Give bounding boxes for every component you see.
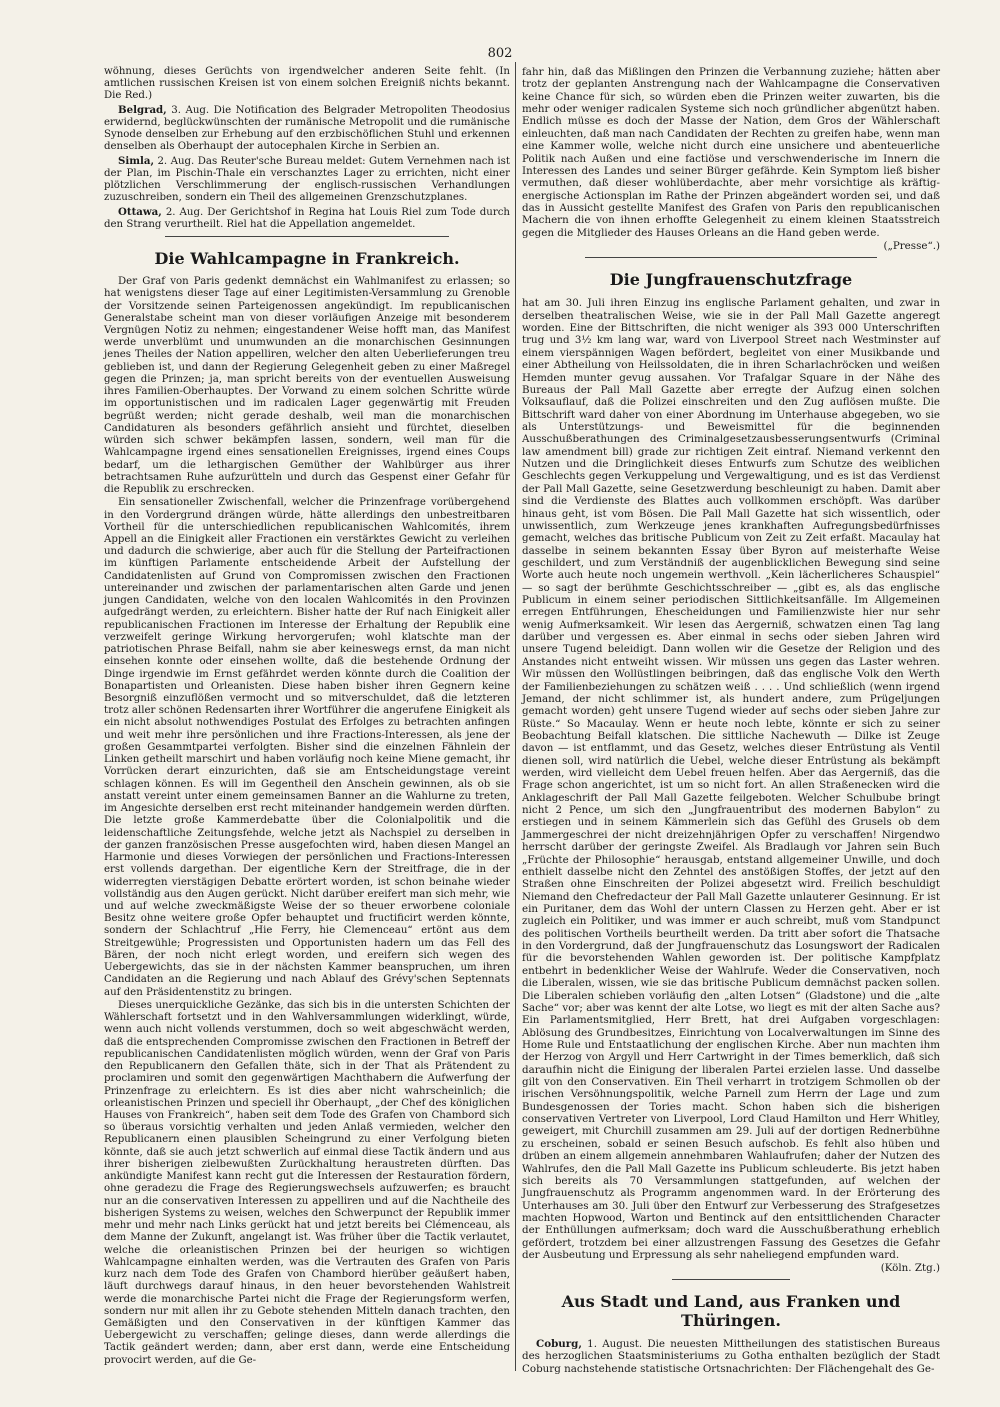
- left-column: [104, 66, 510, 1368]
- dispatch-simla: [104, 155, 510, 205]
- dispatch-ottawa-text: 2. Aug. Der Gerichtshof in Regina hat Louis Riel zum Tode durch den Strang verurtheilt. Riel hat die Appellation angemeldet.: [104, 206, 510, 230]
- dateline-coburg: Coburg,: [536, 1337, 582, 1350]
- paragraph: Der Graf von Paris gedenkt demnächst ein Wahlmanifest zu erlassen; so hat wenigstens dieser Tage auf einer Legitimisten-Versammlung zu Grenoble der Vorsitzende seinen Parteigenossen angekündigt. Im republicanischen Generalstabe scheint man von dieser vorläufigen Anzeige mit besonderem Vergnügen Notiz zu nehmen; eingestandener Weise hofft man, das Manifest werde unverblümt und unumwunden an die monarchischen Gesinnungen jenes Theiles der Nation appelliren, welcher den alten Ueberlieferungen treu geblieben ist, und dann der Regierung Gelegenheit geben zu einer Maßregel gegen die Prinzen; ja, man spricht bereits von der eventuellen Ausweisung ihres Familien-Oberhauptes. Der Vorwand zu einem solchen Schritte würde im opportunistischen und im radicalen Lager gegenwärtig mit Freuden begrüßt werden; nicht gerade deshalb, weil man die monarchischen Candidaturen als besonders gefährlich ansieht und fürchtet, dieselben würden sich schwer bekämpfen lassen, sondern, weil man für die Wahlcampagne irgend eines sensationellen Ereignisses, irgend eines Coups bedarf, um die lethargischen Gemüther der Wahlbürger aus ihrer betrachtsamen Ruhe aufzurütteln und durch das Gespenst einer Gefahr für die Republik zu erschrecken.: [104, 276, 510, 496]
- paragraph: Dieses unerquickliche Gezänke, das sich bis in die untersten Schichten der Wählerschaft fortsetzt und in den Wahlversammlungen widerklingt, würde, wenn auch nicht vollends verstummen, doch so weit abgeschwächt werden, daß die entsprechenden Compromisse zwischen den Fractionen in Betreff der republicanischen Candidatenlisten möglich würden, wenn der Graf von Paris den Republicanern den Gefallen thäte, sich in der That als Prätendent zu proclamiren und somit den gegenwärtigen Machthabern die Aufwerfung der Prinzenfrage zu erleichtern. Es ist dies aber nicht wahrscheinlich; die orleanistischen Prinzen und speciell ihr Oberhaupt, „der Chef des königlichen Hauses von Frankreich“, haben seit dem Tode des Grafen von Chambord sich so überaus vorsichtig verhalten und jeden Anlaß vermieden, welcher den Republicanern einen plausiblen Scheingrund zu einer Verfolgung bieten könnte, daß sie auch jetzt schwerlich auf einmal diese Tactik ändern und aus ihrer bisherigen zielbewußten Zurückhaltung heraustreten dürften. Das ankündigte Manifest kann recht gut die Interessen der Restauration fördern, ohne geradezu die Frage des Regierungswechsels aufzuwerfen; es braucht nur an die conservativen Interessen zu appelliren und auf die Nachtheile des bisherigen Systems zu weisen, welches den Schwerpunct der Republik immer mehr und mehr nach Links gerückt hat und jetzt bereits bei Clémenceau, als dem Manne der Zukunft, angelangt ist. Was früher über die Tactik verlautet, welche die orleanistischen Prinzen bei der heurigen so wichtigen Wahlcampagne einhalten werden, was die Vertrauten des Grafen von Paris kurz nach dem Tode des Grafen von Chambord hierüber geäußert haben, läuft durchwegs darauf hinaus, in den heuer bevorstehenden Wahlstreit werde die monarchische Partei nicht die Frage der Regierungsform werfen, sondern nur mit allen ihr zu Gebote stehenden Mitteln danach trachten, den Gemäßigten und den Conservativen in der künftigen Kammer das Uebergewicht zu verschaffen; gelinge dieses, dann werde allerdings die Tactik geändert werden; dann, aber erst dann, werde eine Entscheidung provocirt werden, auf die Ge-: [104, 999, 510, 1366]
- separator-rule: [165, 236, 449, 237]
- source-credit: („Presse“.): [883, 240, 940, 253]
- headline-stadt-und-land: Aus Stadt und Land, aus Franken und Thüringen.: [561, 1291, 901, 1330]
- dateline-belgrad: Belgrad,: [118, 103, 167, 116]
- dispatch-simla-text: 2. Aug. Das Reuter'sche Bureau meldet: Gutem Vernehmen nach ist der Plan, im Pischin-Thale ein verschanztes Lager zu errichten, nicht einer plötzlichen Verschlimmerung der englisch-russischen Verhandlungen zuzuschreiben, sondern ein Theil des allgemeinen Grenzschutzplanes.: [104, 155, 510, 204]
- dispatch-coburg-text: 1. August. Die neuesten Mittheilungen des statistischen Bureaus des herzoglichen Staatsministeriums zu Gotha enthalten bezüglich der Stadt Coburg nachstehende statistische Ortsnachrichten: Der Flächengehalt des Ge-: [522, 1337, 940, 1375]
- column-rule: [515, 62, 516, 1371]
- headline-jungfrauenschutz: Die Jungfrauenschutzfrage: [609, 270, 853, 290]
- page-number: 802: [487, 46, 513, 61]
- dateline-simla: Simla,: [118, 154, 155, 167]
- dispatch-belgrad-text: 3. Aug. Die Notification des Belgrader Metropoliten Theodosius erwidernd, beglückwünschten der rumänische Metropolit und die rumänische Synode denselben zur Erhebung auf den erzbischöflichen Stuhl und erkennen denselben als Oberhaupt der autocephalen Kirche in Serbien an.: [104, 104, 510, 153]
- paragraph: Ein sensationeller Zwischenfall, welcher die Prinzenfrage vorübergehend in den Vordergrund drängen würde, hätte allerdings den unbestreitbaren Vortheil für die unterschiedlichen republicanischen Wahlcomités, ihrem Appell an die Einigkeit aller Fractionen ein verstärktes Gewicht zu verleihen und dadurch die schwierige, aber auch für die Stellung der Parteifractionen im künftigen Parlamente entscheidende Arbeit der Aufstellung der Candidatenlisten auf Grund von Compromissen zwischen den Fractionen untereinander und zwischen der parlamentarischen alten Garde und jenen jungen Candidaten, welche von den localen Wahlcomités in den Provinzen aufgedrängt werden, zu erleichtern. Bisher hatte der Ruf nach Einigkeit aller republicanischen Fractionen im Interesse der Erhaltung der Republik eine verzweifelt geringe Wirkung hervorgerufen; wohl klatschte man der patriotischen Phrase Beifall, nahm sie aber keineswegs ernst, da man nicht einsehen konnte oder einsehen wollte, daß die bestehende Ordnung der Dinge irgendwie im Ernst gefährdet werden könnte durch die Coalition der Bonapartisten und Orleanisten. Diese haben bisher ihren Gegnern keine Besorgniß einzuflößen vermocht und so mitverschuldet, daß die letzteren trotz aller schönen Redensarten ihrer Wortführer die angerufene Einigkeit als ein nicht absolut nothwendiges Postulat des Erfolges zu betrachten anfingen und weit mehr ihre persönlichen und ihre Fractions-Interessen, als jene der großen Gesammtpartei verfolgten. Bisher sind die einzelnen Fähnlein der Linken getheilt marschirt und haben vorläufig noch keine Miene gemacht, ihr Vorrücken derart einzurichten, daß sie am Entscheidungstage vereint schlagen können. Es will im Gegentheil den Anschein gewinnen, als ob sie anstatt vereint unter einem gemeinsamen Banner an die Wahlurne zu treten, im Angesichte derselben erst recht miteinander handgemein werden dürften. Die letzte große Kammerdebatte über die Colonialpolitik und die leidenschaftliche Zeitungsfehde, welche jetzt als Nachspiel zu derselben in der ganzen französischen Presse ausgefochten wird, haben diesen Mangel an Harmonie und dieses Vorwiegen der persönlichen und Fractions-Interessen erst vollends dargethan. Der eigentliche Kern der Streitfrage, die in der widerregten vierstägigen Debatte erörtert worden, ist schon beinahe wieder vollständig aus den Augen gerückt. Nicht darüber ereifert man sich mehr, wie und auf welche zweckmäßigste Weise der so theuer erworbene coloniale Besitz ohne weitere große Opfer behauptet und fructificirt werden könnte, sondern der Schlachtruf „Hie Ferry, hie Clemenceau“ ertönt aus dem Streitgewühle; Progressisten und Opportunisten hadern um das Fell des Bären, der noch nicht erlegt worden, und ereifern sich wegen des Uebergewichts, das sie in der nächsten Kammer beanspruchen, um ihren Candidaten an die Regierung und nach Ablauf des Grévy'schen Septennats auf den Präsidentenstitz zu bringen.: [104, 497, 510, 998]
- dispatch-belgrad: [104, 104, 510, 154]
- separator-rule: [672, 1279, 789, 1280]
- article-continuation: wöhnung, dieses Gerüchts von irgendwelcher anderen Seite fehlt. (In amtlichen russischen Kreisen ist von einem solchen Ereigniß nichts bekannt. Die Red.): [104, 66, 510, 102]
- source-credit: (Köln. Ztg.): [880, 1262, 940, 1275]
- paragraph: fahr hin, daß das Mißlingen den Prinzen die Verbannung zuziehe; hätten aber trotz der geplanten Anstrengung nach der Wahlcampagne die Conservativen keine Chance für sich, so würden eben die Prinzen weiter zuwarten, bis die mehr oder weniger radicalen Systeme sich noch gründlicher abgenützt haben. Endlich müsse es doch der Masse der Nation, dem Gros der Wählerschaft einleuchten, daß man nach Candidaten der Rechten zu greifen habe, wenn man eine Kammer wolle, welche nicht durch eine unsichere und abenteuerliche Politik nach Außen und eine factiöse und verschwenderische im Innern die Interessen des Landes und seiner Bürger gefährde. Kein Symptom ließ bisher vermuthen, daß dieser wohlüberdachte, aber mehr vorsichtige als kräftig-energische Actionsplan im Rathe der Prinzen abgeändert worden sei, und daß das in Aussicht gestellte Manifest des Grafen von Paris den republicanischen Machern die von ihnen erhoffte Gelegenheit zu einem kleinen Staatsstreich gegen die Mitglieder des Hauses Orleans an die Hand geben werde.: [522, 66, 940, 239]
- headline-wahlcampagne: Die Wahlcampagne in Frankreich.: [154, 249, 460, 269]
- right-column: [522, 66, 940, 1376]
- dispatch-coburg: [522, 1338, 940, 1375]
- paragraph: hat am 30. Juli ihren Einzug ins englische Parlament gehalten, und zwar in derselben theatralischen Weise, wie sie in der Pall Mall Gazette angeregt worden. Eine der Bittschriften, die nicht weniger als 393 000 Unterschriften trug und 3½ km lang war, ward von Liverpool Street nach Westminster auf einem vierspännigen Wagen befördert, begleitet von einer Musikbande und einer Abtheilung von Heilssoldaten, die in ihren Scharlachröcken und weißen Hemden munter gevug aussahen. Vor Trafalgar Square in der Nähe des Bureaus der Pall Mall Gazette aber erregte der Aufzug einen solchen Volksauflauf, daß die Polizei einschreiten und den Zug auflösen mußte. Die Bittschrift ward daher von einer Abordnung im Unterhause abgegeben, wo sie als Unterstützungs- und Beweismittel für die beginnenden Ausschußberathungen des Criminalgesetzausbesserungsentwurfs (Criminal law amendment bill) grade zur richtigen Zeit eintraf. Niemand verkennt den Nutzen und die Dringlichkeit dieses Entwurfs zum Schutze des weiblichen Geschlechts gegen Verkuppelung und Vergewaltigung, und es ist das Verdienst der Pall Mall Gazette, seine Gesetzwerdung beschleunigt zu haben. Damit aber sind die Verdienste des Blattes auch vollkommen erschöpft. Was darüber hinaus geht, ist vom Bösen. Die Pall Mall Gazette hat sich wissentlich, oder unwissentlich, zum Werkzeuge jenes krankhaften Aufregungsbedürfnisses gemacht, welches das britische Publicum von Zeit zu Zeit erfaßt. Macaulay hat dasselbe in seinem bekannten Essay über Byron auf meisterhafte Weise geschildert, und zum Verständniß der augenblicklichen Bewegung sind seine Worte auch heute noch ungemein werthvoll. „Kein lächerlicheres Schauspiel“ — so sagt der berühmte Geschichtsschreiber — „gibt es, als das englische Publicum in einem seiner periodischen Sittlichkeitsanfälle. Im Allgemeinen erregen Entführungen, Ehescheidungen und Familienzwiste hier nur sehr wenig Aufmerksamkeit. Wir lesen das Aergerniß, schwatzen einen Tag lang darüber und vergessen es. Aber einmal in sechs oder sieben Jahren wird unsere Tugend beleidigt. Dann wollen wir die Gesetze der Religion und des Anstandes nicht entweiht wissen. Wir müssen uns gegen das Laster wehren. Wir müssen den Wollüstlingen beibringen, daß das englische Volk den Werth der Familienbeziehungen zu schätzen weiß . . . . Und schließlich (wenn irgend Jemand, der nicht schlimmer ist, als hundert andere, zum Prügeljungen gemacht worden) geht unsere Tugend wieder auf sechs oder sieben Jahre zur Rüste.“ So Macaulay. Wenn er heute noch lebte, könnte er sich zu seiner Beobachtung Beifall klatschen. Die sittliche Nachewuth — Dilke ist Zeuge davon — ist entflammt, und das Gesetz, welches dieser Entrüstung als Ventil dienen soll, wird natürlich die Uebel, welche dieser Entrüstung als bekämpft werden, wird vielleicht dem Uebel freuen helfen. Aber das Aergerniß, das die Frage schon angerichtet, ist um so nicht fort. An allen Straßenecken wird die Anklageschrift der Pall Mall Gazette feilgeboten. Welcher Schulbube bringt nicht 2 Pence, um sich den „Jungfrauentribut des modernen Babylon“ zu erstiegen und in seinem Kämmerlein sich das Gefühl des Grusels ob dem Jammergeschrei der nicht dreizehnjährigen Opfer zu verschaffen! Nirgendwo herrscht darüber der geringste Zweifel. Als Bradlaugh vor Jahren sein Buch „Früchte der Philosophie“ herausgab, entstand allgemeiner Unwille, und doch enthielt dasselbe nicht den Zehntel des anstößigen Stoffes, der jetzt auf den Straßen ohne Einschreiten der Polizei abgesetzt wird. Freilich beschuldigt Niemand den Chefredacteur der Pall Mall Gazette unlauterer Gesinnung. Er ist ein Puritaner, dem das Wohl der untern Classen zu Herzen geht. Aber er ist zugleich ein Politiker, und was immer er auch schreibt, muß vom Standpunct des politischen Vortheils beurtheilt werden. Da tritt aber sofort die Thatsache in den Vordergrund, daß der Jungfrauenschutz das Losungswort der Radicalen für die bevorstehenden Wahlen geworden ist. Der politische Kampfplatz entbehrt in bedenklicher Weise der Wahlrufe. Weder die Conservativen, noch die Liberalen, wissen, wie sie das britische Publicum demnächst packen sollen. Die Liberalen schieben vorläufig den „alten Lotsen“ (Gladstone) und die „alte Sache“ vor; aber was kennt der alte Lotse, wo liegt es mit der alten Sache aus? Ein Parlamentsmitglied, Herr Brett, hat drei Aufgaben vorgeschlagen: Ablösung des Grundbesitzes, Einrichtung von Localverwaltungen im Sinne des Home Rule und Entstaatlichung der englischen Kirche. Aber nun machten ihm der Herzog von Argyll und Herr Cartwright in der Times bemerklich, daß sich daraufhin nicht die Einigung der liberalen Partei erzielen lasse. Und dasselbe gilt von den Conservativen. Ein Theil verharrt in trotzigem Schmollen ob der irischen Versöhnungspolitik, welche Parnell zum Herrn der Lage und zum Bundesgenossen der Tories macht. Schon haben sich die bisherigen conservativen Vertreter von Liverpool, Lord Claud Hamilton und Herr Whitley, geweigert, mit Churchill zusammen am 29. Juli auf der dortigen Rednerbühne zu erscheinen, sobald er seinen Besuch aufschob. Es fehlt also hüben und drüben an einem allgemein annehmbaren Wahlaufrufen; daher der Nutzen des Wahlrufes, den die Pall Mall Gazette ins Publicum schleuderte. Bis jetzt haben sich bereits als 70 Versammlungen stattgefunden, auf welchen der Jungfrauenschutz als Programm angenommen ward. In der Erörterung des Unterhauses am 30. Juli über den Entwurf zur Verbesserung des Strafgesetzes machten Hopwood, Warton und Bentinck auf den entsittlichenden Character der Enthüllungen aufmerksam; doch ward die Ausschußberathung erheblich gefördert, trotzdem bei einer allzustrengen Fassung des Gesetzes die Gefahr der Ausbeutung und Erpressung als sehr naheliegend empfunden ward.: [522, 297, 940, 1262]
- dispatch-ottawa: [104, 206, 510, 231]
- separator-rule: [585, 257, 878, 258]
- dateline-ottawa: Ottawa,: [118, 205, 162, 218]
